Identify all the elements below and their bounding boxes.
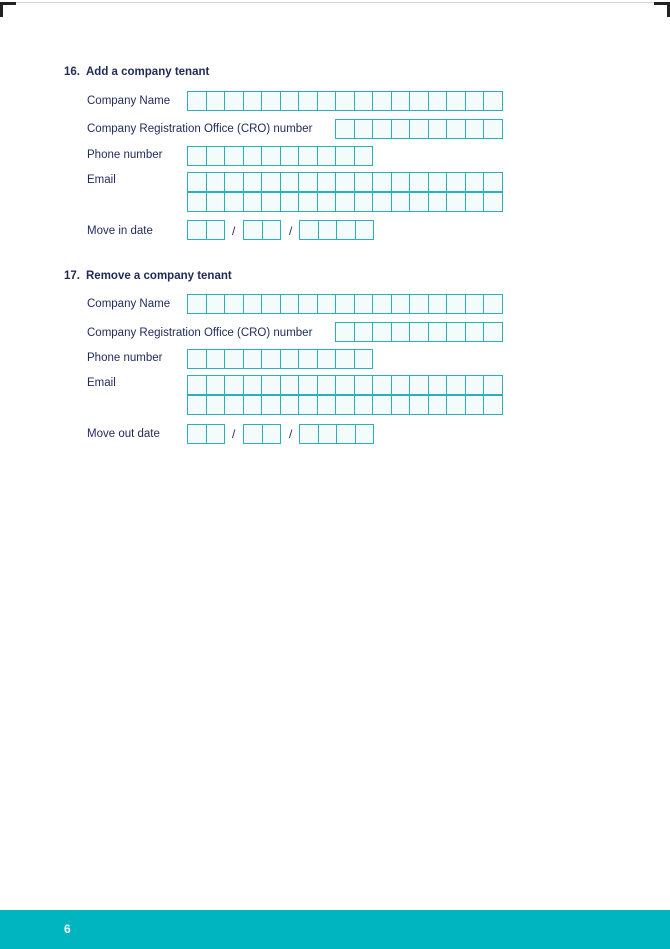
character-box[interactable] [410, 375, 429, 395]
character-box[interactable] [207, 172, 226, 192]
character-box[interactable] [318, 172, 337, 192]
company-name-input[interactable] [187, 294, 503, 314]
character-box[interactable] [484, 91, 503, 111]
character-box[interactable] [429, 192, 448, 212]
date-separator: / [232, 427, 236, 441]
character-box[interactable] [225, 172, 244, 192]
top-rule [0, 2, 670, 3]
section-title-text: Remove a company tenant [86, 270, 232, 282]
character-box[interactable] [337, 424, 356, 444]
character-box[interactable] [336, 322, 355, 342]
character-box[interactable] [318, 349, 337, 369]
character-box[interactable] [281, 91, 300, 111]
character-box[interactable] [262, 294, 281, 314]
character-box[interactable] [392, 91, 411, 111]
character-box[interactable] [373, 395, 392, 415]
character-box[interactable] [447, 91, 466, 111]
character-box[interactable] [319, 220, 338, 240]
character-box[interactable] [484, 395, 503, 415]
date-separator: / [289, 427, 293, 441]
character-box[interactable] [356, 424, 375, 444]
character-box[interactable] [318, 146, 337, 166]
character-box[interactable] [188, 172, 207, 192]
move-out-day-input[interactable] [187, 424, 225, 444]
phone-number-input[interactable] [187, 146, 373, 166]
character-box[interactable] [355, 322, 374, 342]
character-box[interactable] [262, 395, 281, 415]
character-box[interactable] [466, 192, 485, 212]
company-name-input[interactable] [187, 91, 503, 111]
character-box[interactable] [263, 220, 282, 240]
phone-number-label: Phone number [87, 352, 163, 364]
section-number: 17. [64, 270, 80, 282]
character-box[interactable] [299, 146, 318, 166]
character-box[interactable] [336, 395, 355, 415]
character-box[interactable] [410, 172, 429, 192]
character-box[interactable] [318, 91, 337, 111]
character-box[interactable] [337, 220, 356, 240]
move-in-day-input[interactable] [187, 220, 225, 240]
phone-number-label: Phone number [87, 149, 163, 161]
character-box[interactable] [429, 172, 448, 192]
character-box[interactable] [244, 375, 263, 395]
character-box[interactable] [225, 294, 244, 314]
cro-number-input[interactable] [335, 119, 503, 139]
character-box[interactable] [429, 91, 448, 111]
character-box[interactable] [447, 375, 466, 395]
character-box[interactable] [336, 349, 355, 369]
character-box[interactable] [429, 294, 448, 314]
character-box[interactable] [429, 375, 448, 395]
character-box[interactable] [355, 172, 374, 192]
character-box[interactable] [392, 395, 411, 415]
character-box[interactable] [244, 192, 263, 212]
character-box[interactable] [225, 91, 244, 111]
character-box[interactable] [188, 146, 207, 166]
character-box[interactable] [447, 192, 466, 212]
character-box[interactable] [188, 375, 207, 395]
company-name-label: Company Name [87, 95, 171, 107]
character-box[interactable] [299, 192, 318, 212]
character-box[interactable] [225, 146, 244, 166]
cro-number-label: Company Registration Office (CRO) number [87, 327, 313, 339]
character-box[interactable] [484, 192, 503, 212]
character-box[interactable] [207, 192, 226, 212]
character-box[interactable] [392, 322, 411, 342]
character-box[interactable] [300, 220, 319, 240]
character-box[interactable] [188, 91, 207, 111]
character-box[interactable] [373, 172, 392, 192]
character-box[interactable] [281, 395, 300, 415]
character-box[interactable] [355, 91, 374, 111]
character-box[interactable] [447, 294, 466, 314]
character-box[interactable] [466, 119, 485, 139]
character-box[interactable] [262, 375, 281, 395]
character-box[interactable] [244, 91, 263, 111]
footer-bar [0, 910, 670, 949]
character-box[interactable] [318, 395, 337, 415]
character-box[interactable] [373, 294, 392, 314]
character-box[interactable] [188, 294, 207, 314]
character-box[interactable] [410, 192, 429, 212]
character-box[interactable] [207, 91, 226, 111]
phone-number-input[interactable] [187, 349, 373, 369]
email-label: Email [87, 174, 116, 186]
character-box[interactable] [336, 375, 355, 395]
move-out-year-input[interactable] [299, 424, 374, 444]
character-box[interactable] [429, 119, 448, 139]
character-box[interactable] [355, 146, 374, 166]
character-box[interactable] [225, 395, 244, 415]
character-box[interactable] [373, 119, 392, 139]
character-box[interactable] [318, 192, 337, 212]
character-box[interactable] [429, 322, 448, 342]
character-box[interactable] [336, 91, 355, 111]
email-input-line-2[interactable] [187, 192, 503, 212]
character-box[interactable] [356, 220, 375, 240]
character-box[interactable] [319, 424, 338, 444]
character-box[interactable] [225, 375, 244, 395]
character-box[interactable] [484, 375, 503, 395]
company-name-label: Company Name [87, 298, 171, 310]
character-box[interactable] [299, 91, 318, 111]
character-box[interactable] [263, 424, 282, 444]
character-box[interactable] [373, 322, 392, 342]
character-box[interactable] [225, 192, 244, 212]
character-box[interactable] [262, 172, 281, 192]
character-box[interactable] [373, 192, 392, 212]
crop-mark-top-left [0, 2, 16, 17]
character-box[interactable] [447, 395, 466, 415]
character-box[interactable] [392, 119, 411, 139]
character-box[interactable] [447, 172, 466, 192]
character-box[interactable] [299, 375, 318, 395]
character-box[interactable] [244, 294, 263, 314]
character-box[interactable] [466, 172, 485, 192]
character-box[interactable] [484, 119, 503, 139]
character-box[interactable] [373, 375, 392, 395]
character-box[interactable] [299, 349, 318, 369]
move-in-date-label: Move in date [87, 225, 153, 237]
character-box[interactable] [392, 375, 411, 395]
character-box[interactable] [207, 375, 226, 395]
character-box[interactable] [484, 172, 503, 192]
character-box[interactable] [355, 349, 374, 369]
move-out-date-label: Move out date [87, 428, 160, 440]
character-box[interactable] [207, 146, 226, 166]
date-separator: / [232, 224, 236, 238]
character-box[interactable] [410, 294, 429, 314]
character-box[interactable] [262, 91, 281, 111]
cro-number-label: Company Registration Office (CRO) number [87, 123, 313, 135]
character-box[interactable] [392, 172, 411, 192]
character-box[interactable] [188, 220, 207, 240]
character-box[interactable] [466, 294, 485, 314]
character-box[interactable] [355, 192, 374, 212]
character-box[interactable] [299, 294, 318, 314]
character-box[interactable] [336, 172, 355, 192]
character-box[interactable] [410, 322, 429, 342]
character-box[interactable] [318, 294, 337, 314]
move-in-year-input[interactable] [299, 220, 374, 240]
character-box[interactable] [466, 375, 485, 395]
character-box[interactable] [281, 172, 300, 192]
character-box[interactable] [299, 395, 318, 415]
character-box[interactable] [392, 192, 411, 212]
character-box[interactable] [281, 146, 300, 166]
character-box[interactable] [410, 395, 429, 415]
character-box[interactable] [207, 395, 226, 415]
character-box[interactable] [188, 349, 207, 369]
section-title [64, 270, 232, 282]
character-box[interactable] [466, 91, 485, 111]
character-box[interactable] [355, 294, 374, 314]
character-box[interactable] [244, 395, 263, 415]
character-box[interactable] [225, 349, 244, 369]
character-box[interactable] [410, 119, 429, 139]
crop-mark-top-right [654, 2, 670, 17]
character-box[interactable] [281, 375, 300, 395]
character-box[interactable] [484, 294, 503, 314]
character-box[interactable] [207, 424, 226, 444]
email-input-line-1[interactable] [187, 172, 503, 192]
character-box[interactable] [244, 220, 263, 240]
character-box[interactable] [244, 349, 263, 369]
character-box[interactable] [336, 192, 355, 212]
email-label: Email [87, 377, 116, 389]
character-box[interactable] [207, 294, 226, 314]
character-box[interactable] [355, 375, 374, 395]
character-box[interactable] [373, 91, 392, 111]
character-box[interactable] [262, 146, 281, 166]
email-input-line-1[interactable] [187, 375, 503, 395]
character-box[interactable] [336, 294, 355, 314]
move-out-month-input[interactable] [243, 424, 281, 444]
character-box[interactable] [188, 395, 207, 415]
character-box[interactable] [429, 395, 448, 415]
section-number: 16. [64, 66, 80, 78]
character-box[interactable] [299, 172, 318, 192]
section-title-text: Add a company tenant [86, 66, 210, 78]
character-box[interactable] [262, 349, 281, 369]
move-in-month-input[interactable] [243, 220, 281, 240]
character-box[interactable] [207, 349, 226, 369]
page-number: 6 [64, 922, 71, 936]
character-box[interactable] [484, 322, 503, 342]
character-box[interactable] [300, 424, 319, 444]
character-box[interactable] [207, 220, 226, 240]
character-box[interactable] [336, 146, 355, 166]
character-box[interactable] [355, 119, 374, 139]
character-box[interactable] [447, 119, 466, 139]
character-box[interactable] [466, 322, 485, 342]
character-box[interactable] [244, 146, 263, 166]
character-box[interactable] [188, 192, 207, 212]
character-box[interactable] [281, 192, 300, 212]
character-box[interactable] [262, 192, 281, 212]
character-box[interactable] [318, 375, 337, 395]
date-separator: / [289, 224, 293, 238]
character-box[interactable] [336, 119, 355, 139]
email-input-line-2[interactable] [187, 395, 503, 415]
character-box[interactable] [244, 424, 263, 444]
character-box[interactable] [466, 395, 485, 415]
character-box[interactable] [188, 424, 207, 444]
cro-number-input[interactable] [335, 322, 503, 342]
section-title [64, 66, 209, 78]
character-box[interactable] [447, 322, 466, 342]
character-box[interactable] [392, 294, 411, 314]
character-box[interactable] [244, 172, 263, 192]
character-box[interactable] [281, 349, 300, 369]
character-box[interactable] [410, 91, 429, 111]
character-box[interactable] [281, 294, 300, 314]
character-box[interactable] [355, 395, 374, 415]
